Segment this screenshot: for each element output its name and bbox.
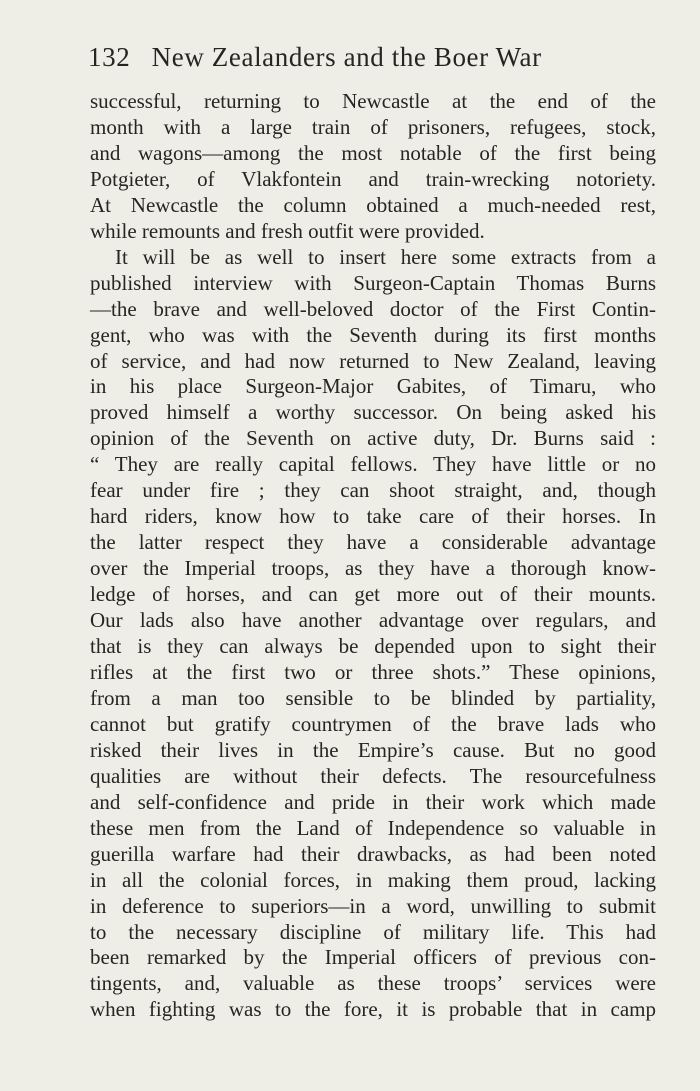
- text-line: over the Imperial troops, as they have a thorough know-: [90, 556, 656, 581]
- text-line: cannot but gratify countrymen of the brave lads who: [90, 711, 656, 736]
- text-line: Potgieter, of Vlakfontein and train-wrecking notoriety.: [90, 166, 656, 191]
- text-line: “ They are really capital fellows. They have little or no: [90, 452, 656, 477]
- text-line: successful, returning to Newcastle at the end of the: [90, 89, 656, 113]
- text-line: opinion of the Seventh on active duty, Dr. Burns said :: [90, 426, 656, 451]
- text-line: gent, who was with the Seventh during its first months: [90, 322, 656, 347]
- text-line: ledge of horses, and can get more out of their mounts.: [90, 582, 656, 607]
- text-line: qualities are without their defects. The resourcefulness: [90, 763, 656, 788]
- body-text: [90, 89, 656, 1023]
- text-line: that is they can always be depended upon to sight their: [90, 634, 656, 659]
- text-line: in his place Surgeon-Major Gabites, of Timaru, who: [90, 374, 656, 399]
- text-line: risked their lives in the Empire’s cause. But no good: [90, 737, 656, 762]
- text-line: the latter respect they have a considerable advantage: [90, 530, 656, 555]
- text-line: of service, and had now returned to New Zealand, leaving: [90, 348, 656, 373]
- text-line: It will be as well to insert here some extracts from a: [115, 244, 656, 269]
- text-line: to the necessary discipline of military life. This had: [90, 919, 656, 944]
- text-line: from a man too sensible to be blinded by partiality,: [90, 685, 656, 710]
- text-line: fear under fire ; they can shoot straight, and, though: [90, 478, 656, 503]
- text-line: been remarked by the Imperial officers of previous con-: [90, 945, 656, 970]
- text-line: these men from the Land of Independence so valuable in: [90, 815, 656, 840]
- text-line: published interview with Surgeon-Captain Thomas Burns: [90, 270, 656, 295]
- text-line: month with a large train of prisoners, refugees, stock,: [90, 114, 656, 139]
- text-line: and self-confidence and pride in their work which made: [90, 789, 656, 814]
- text-line: when fighting was to the fore, it is probable that in camp: [90, 997, 656, 1022]
- running-title: New Zealanders and the Boer War: [151, 42, 542, 72]
- text-line: Our lads also have another advantage over regulars, and: [90, 608, 656, 633]
- text-line: guerilla warfare had their drawbacks, as had been noted: [90, 841, 656, 866]
- text-line: and wagons—among the most notable of the first being: [90, 140, 656, 165]
- page-number: 132: [88, 42, 131, 72]
- running-header: [88, 42, 628, 82]
- text-line: proved himself a worthy successor. On being asked his: [90, 400, 656, 425]
- text-line: —the brave and well-beloved doctor of the First Contin-: [90, 296, 656, 321]
- text-line: rifles at the first two or three shots.” These opinions,: [90, 659, 656, 684]
- text-line: while remounts and fresh outfit were provided.: [90, 218, 485, 243]
- text-line: At Newcastle the column obtained a much-needed rest,: [90, 192, 656, 217]
- text-line: tingents, and, valuable as these troops’ services were: [90, 971, 656, 996]
- text-line: hard riders, know how to take care of their horses. In: [90, 504, 656, 529]
- text-line: in deference to superiors—in a word, unwilling to submit: [90, 893, 656, 918]
- text-line: in all the colonial forces, in making them proud, lacking: [90, 867, 656, 892]
